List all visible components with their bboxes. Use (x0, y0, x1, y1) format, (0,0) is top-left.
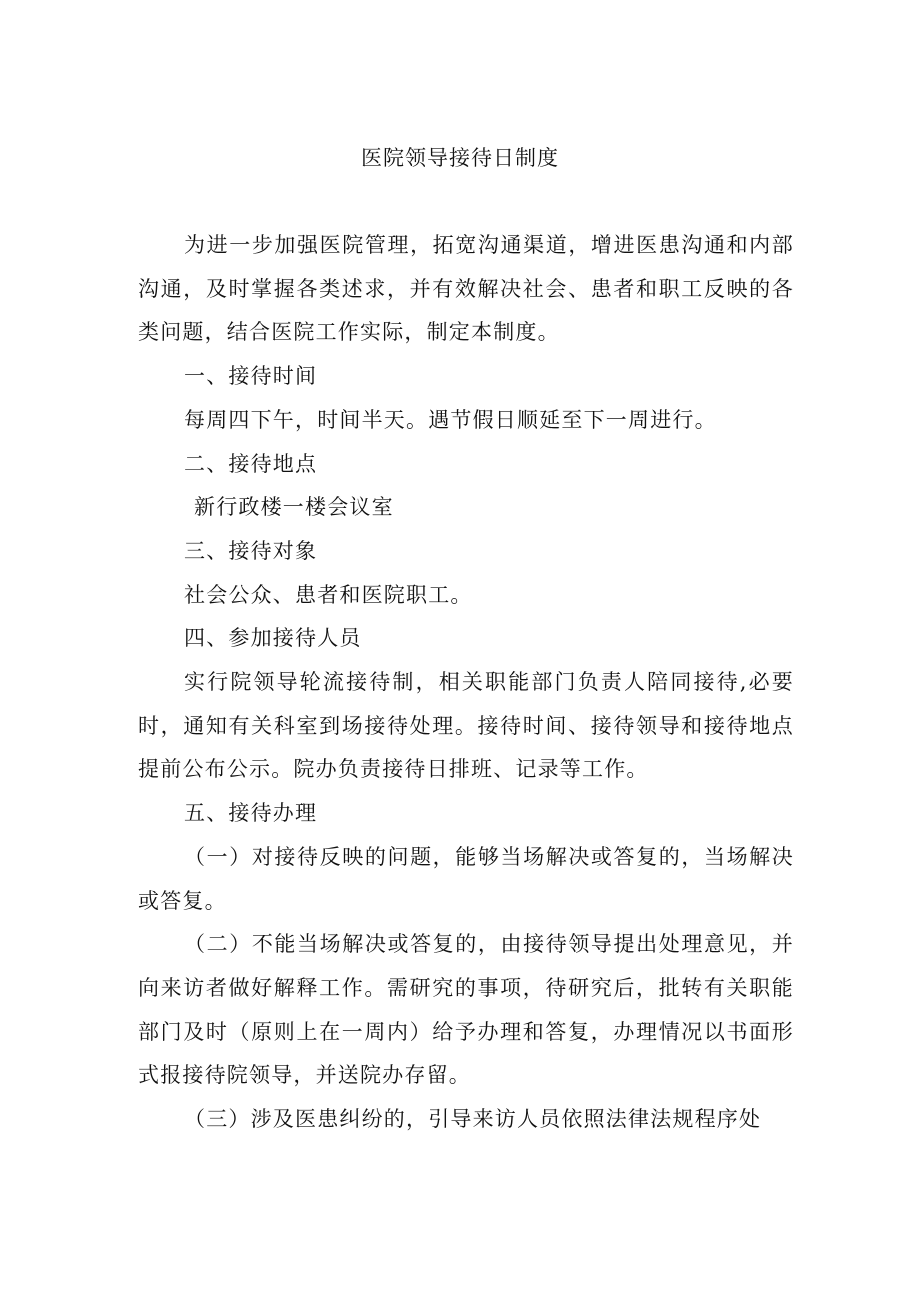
section-heading-staff: 四、参加接待人员 (184, 626, 362, 651)
section-heading-location: 二、接待地点 (184, 451, 318, 476)
document-title: 医院领导接待日制度 (361, 146, 559, 170)
time-paragraph: 每周四下午，时间半天。遇节假日顺延至下一周进行。 (184, 407, 717, 432)
section-heading-handling: 五、接待办理 (184, 801, 318, 826)
document-body (138, 224, 794, 1142)
handling-item-2: （二）不能当场解决或答复的，由接待领导提出处理意见，并向来访者做好解释工作。需研究的事项，待研究后，批转有关职能部门及时（原则上在一周内）给予办理和答复，办理情况以书面形式报接待院领导，并送院办存留。 (138, 932, 794, 1088)
section-heading-audience: 三、接待对象 (184, 538, 318, 563)
location-paragraph: 新行政楼一楼会议室 (194, 495, 394, 520)
intro-paragraph: 为进一步加强医院管理，拓宽沟通渠道，增进医患沟通和内部沟通，及时掌握各类述求，并有效解决社会、患者和职工反映的各类问题，结合医院工作实际，制定本制度。 (138, 233, 794, 345)
section-heading-time: 一、接待时间 (184, 364, 318, 389)
staff-paragraph: 实行院领导轮流接待制，相关职能部门负责人陪同接待,必要时，通知有关科室到场接待处理。接待时间、接待领导和接待地点提前公布公示。院办负责接待日排班、记录等工作。 (138, 670, 794, 782)
audience-paragraph: 社会公众、患者和医院职工。 (184, 582, 473, 607)
handling-item-3: （三）涉及医患纠纷的，引导来访人员依照法律法规程序处 (184, 1107, 762, 1132)
handling-item-1: （一）对接待反映的问题，能够当场解决或答复的，当场解决或答复。 (138, 844, 794, 913)
